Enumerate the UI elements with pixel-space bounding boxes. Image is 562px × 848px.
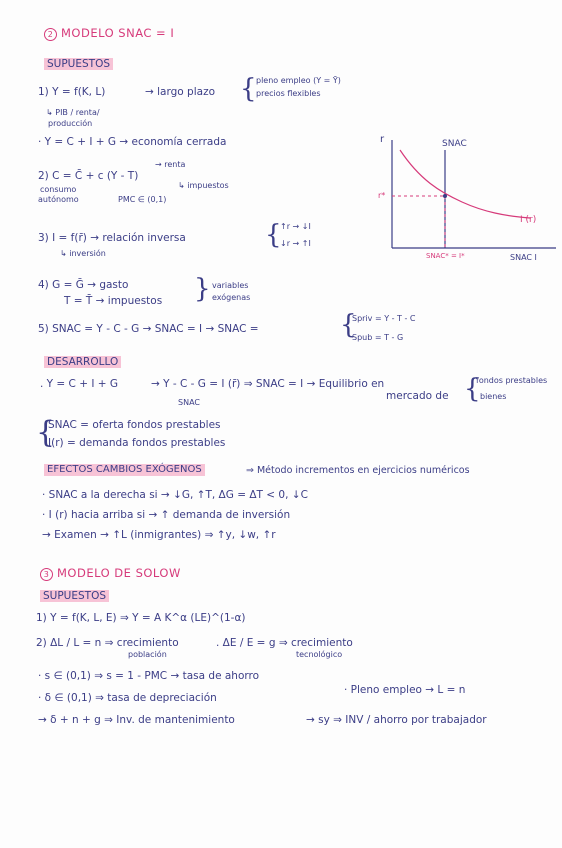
solow-maintenance: → δ + n + g ⇒ Inv. de mantenimiento (38, 714, 235, 726)
exogenous-label-2: exógenas (212, 293, 251, 302)
r-star-label: r* (378, 191, 386, 200)
assumption-1-option-1: pleno empleo (Y = Ȳ) (256, 76, 341, 85)
snac-equation: 5) SNAC = Y - C - G → SNAC = I → SNAC = (38, 323, 259, 335)
government-equation: 4) G = Ḡ → gasto (38, 279, 129, 291)
investment-demand-definition: I(r) = demanda fondos prestables (48, 437, 226, 449)
consumption-equation: 2) C = C̄ + c (Y - T) (38, 170, 139, 182)
consumption-pmc: PMC ∈ (0,1) (118, 195, 167, 204)
snac-supply-definition: SNAC = oferta fondos prestables (48, 419, 221, 431)
brace: { (265, 220, 282, 250)
solow-population-sub: población (128, 650, 167, 659)
solow-tech-sub: tecnológico (296, 650, 343, 659)
equilibrium-point (443, 194, 447, 198)
section-3-title: MODELO DE SOLOW (57, 566, 181, 580)
section-3-heading (40, 567, 181, 581)
section-2-heading (44, 27, 174, 41)
effect-1: · SNAC a la derecha si → ↓G, ↑T, ΔG = ΔT < 0, ↓C (42, 489, 308, 501)
effect-3: → Examen → ↑L (inmigrantes) ⇒ ↑y, ↓w, ↑r (42, 529, 276, 541)
brace: { (464, 374, 481, 404)
consumption-autonomo-2: autónomo (38, 195, 79, 204)
investment-note: ↳ inversión (60, 249, 106, 258)
development-option-1: fondos prestables (476, 376, 548, 385)
consumption-tax-note: ↳ impuestos (178, 181, 229, 190)
brace: } (194, 274, 211, 304)
solow-depreciation: · δ ∈ (0,1) ⇒ tasa de depreciación (38, 692, 217, 704)
investment-demand-curve (400, 150, 530, 218)
loanable-funds-graph (370, 130, 560, 265)
snac-public-saving: Spub = T - G (352, 333, 404, 342)
snac-private-saving: Spriv = Y - T - C (352, 314, 416, 323)
identity-line: · Y = C + I + G → economía cerrada (38, 136, 227, 148)
efectos-method-note: ⇒ Método incrementos en ejercicios numéricos (246, 465, 470, 476)
x-axis-label: SNAC I (510, 253, 537, 262)
development-identity: . Y = C + I + G (40, 378, 119, 390)
assumption-1-note-1: ↳ PIB / renta/ (46, 108, 100, 117)
effect-2: · I (r) hacia arriba si → ↑ demanda de inversión (42, 509, 291, 521)
solow-production-function: 1) Y = f(K, L, E) ⇒ Y = A K^α (LE)^(1-α) (36, 612, 246, 624)
section-number-badge: 2 (44, 28, 57, 41)
solow-saving-rate: · s ∈ (0,1) ⇒ s = 1 - PMC → tasa de ahorro (38, 670, 260, 682)
snac-label: SNAC (442, 139, 467, 149)
investment-option-1: ↑r → ↓I (280, 222, 311, 231)
efectos-heading: EFECTOS CAMBIOS EXÓGENOS (44, 464, 205, 476)
exogenous-label-1: variables (212, 281, 249, 290)
solow-supuestos-heading: SUPUESTOS (40, 590, 109, 602)
consumption-renta-note: → renta (155, 160, 186, 169)
development-market-label: mercado de (386, 390, 449, 402)
section-number-badge: 3 (40, 568, 53, 581)
investment-option-2: ↓r → ↑I (280, 239, 311, 248)
supuestos-heading: SUPUESTOS (44, 58, 113, 70)
brace: { (36, 415, 56, 450)
section-2-title: MODELO SNAC = I (61, 26, 175, 40)
y-axis-label: r (380, 134, 385, 145)
brace: { (240, 74, 257, 104)
curve-label: I (r) (520, 215, 537, 225)
solow-population-growth: 2) ΔL / L = n ⇒ crecimiento (36, 637, 179, 649)
assumption-1-option-2: precios flexibles (256, 89, 321, 98)
tax-equation: T = T̄ → impuestos (64, 295, 163, 307)
development-equation: → Y - C - G = I (r̄) ⇒ SNAC = I → Equilibrio en (151, 378, 385, 390)
solow-tech-growth: . ΔE / E = g ⇒ crecimiento (216, 637, 353, 649)
equilibrium-label: SNAC* = I* (426, 252, 465, 260)
investment-equation: 3) I = f(r̄) → relación inversa (38, 232, 186, 244)
assumption-1-note-2: producción (48, 119, 93, 128)
development-option-2: bienes (480, 392, 507, 401)
solow-investment-per-worker: → sy ⇒ INV / ahorro por trabajador (306, 714, 487, 726)
assumption-1-equation: 1) Y = f(K, L) (38, 86, 106, 98)
desarrollo-heading: DESARROLLO (44, 356, 121, 368)
assumption-1-arrow: → largo plazo (145, 86, 215, 98)
development-snac-sub: SNAC (178, 398, 200, 407)
brace: { (340, 310, 357, 340)
consumption-autonomo-1: consumo (40, 185, 77, 194)
solow-full-employment: · Pleno empleo → L = n (344, 684, 466, 696)
